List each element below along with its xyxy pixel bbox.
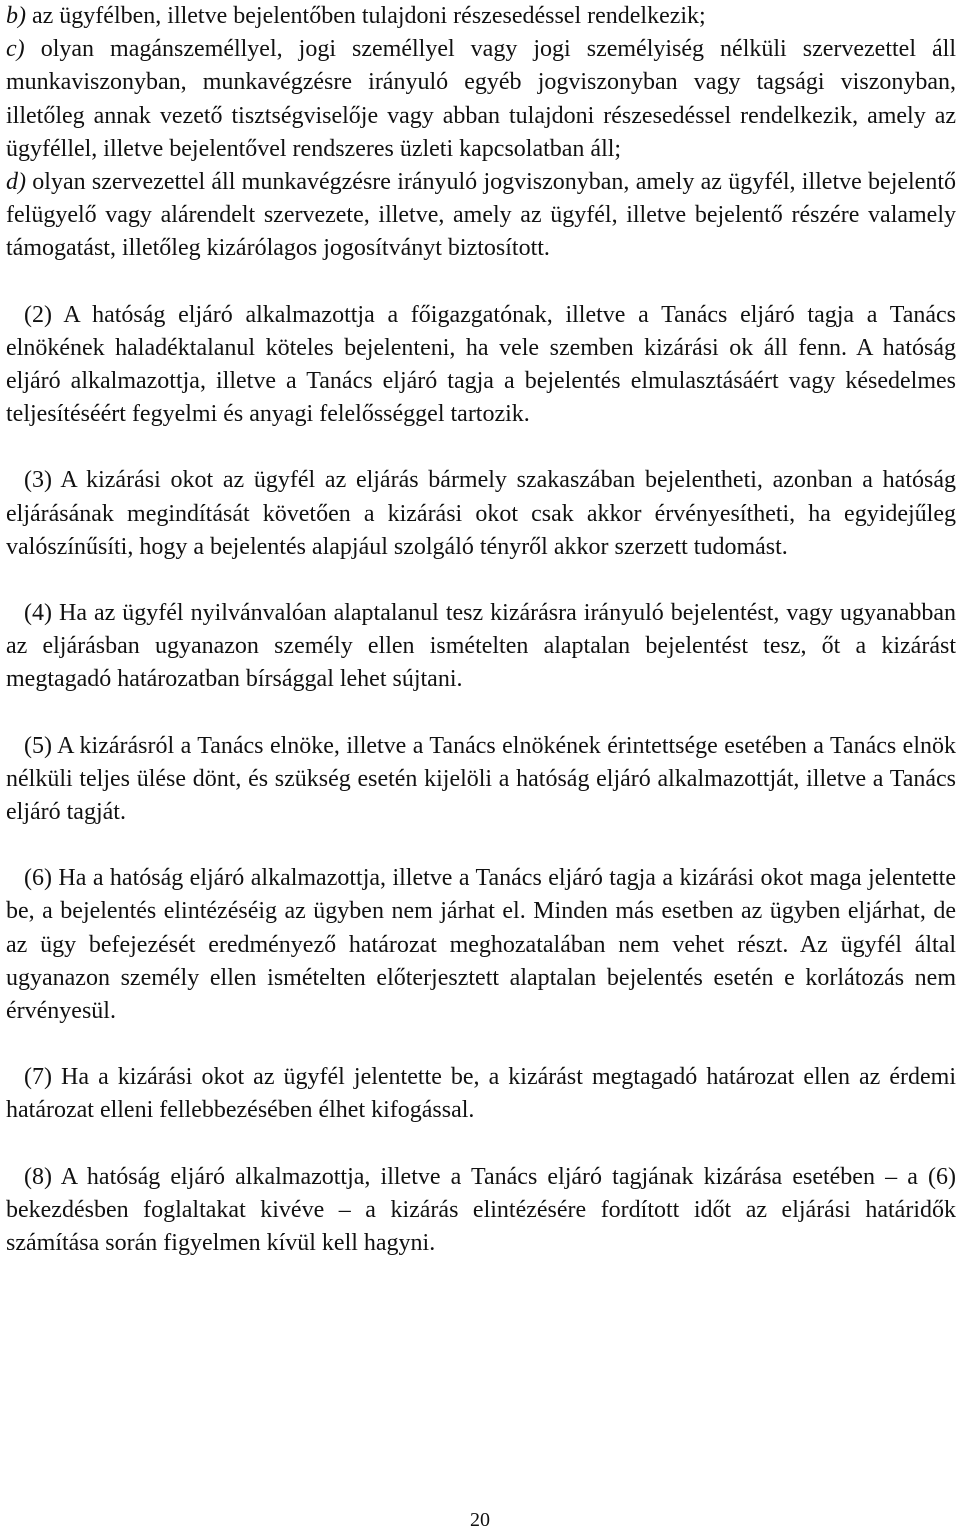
paragraph-8: (8) A hatóság eljáró alkalmazottja, illetve a Tanács eljáró tagjának kizárása esetében – a (6) bekezdésben foglaltakat kivéve – a kizárás elintézésére fordított időt az eljárási határidők számítása során figyelmen kívül kell hagyni.: [6, 1163, 956, 1257]
paragraph-6: (6) Ha a hatóság eljáró alkalmazottja, illetve a Tanács eljáró tagja a kizárási okot maga jelentette be, a bejelentés elintézéséig az ügyben nem járhat el. Minden más esetben az ügyben eljárhat, de az ügy befejezését eredményező határozat meghozatalában nem vehet részt. Az ügyfél által ugyanazon személy ellen ismételten előterjesztett alaptalan bejelentés esetén e korlátozás nem érvényesül.: [6, 865, 956, 1025]
list-item-d: [6, 166, 956, 266]
list-item-label: c): [6, 36, 25, 63]
list-item-label: d): [6, 169, 26, 196]
paragraph-3: (3) A kizárási okot az ügyfél az eljárás bármely szakaszában bejelentheti, azonban a hatóság eljárásának megindítását követően a kizárási okot csak akkor érvényesítheti, ha egyidejűleg valószínűsíti, hogy a bejelentés alapjául szolgáló tényről akkor szerzett tudomást.: [6, 467, 956, 560]
list-item-text: olyan magánszeméllyel, jogi személlyel vagy jogi személyiség nélküli szervezettel áll munkaviszonyban, munkavégzésre irányuló egyéb jogviszonyban vagy tagsági viszonyban, illetőleg annak vezető tisztségviselője vagy abban tulajdoni részesedéssel rendelkezik, amely az ügyféllel, illetve bejelentővel rendszeres üzleti kapcsolatban áll;: [6, 36, 957, 162]
list-item-c: [6, 33, 956, 166]
paragraph-7: (7) Ha a kizárási okot az ügyfél jelentette be, a kizárást megtagadó határozat ellen az érdemi határozat elleni fellebbezésében élhet kifogással.: [6, 1064, 956, 1124]
document-page: [6, 0, 956, 1260]
list-item-text: olyan szervezettel áll munkavégzésre irányuló jogviszonyban, amely az ügyfél, illetve bejelentő felügyelő vagy alárendelt szervezete, illetve, amely az ügyfél, illetve bejelentő részére valamely támogatást, illetőleg kizárólagos jogosítványt biztosított.: [6, 169, 956, 262]
list-item-text: az ügyfélben, illetve bejelentőben tulajdoni részesedéssel rendelkezik;: [32, 3, 706, 29]
list-item-b: [6, 0, 956, 33]
paragraph-5: (5) A kizárásról a Tanács elnöke, illetve a Tanács elnökének érintettsége esetében a Tanács elnök nélküli teljes ülése dönt, és szükség esetén kijelöli a hatóság eljáró alkalmazottját, illetve a Tanács eljáró tagját.: [6, 732, 956, 826]
paragraph-2: (2) A hatóság eljáró alkalmazottja a főigazgatónak, illetve a Tanács eljáró tagja a Tanács elnökének haladéktalanul köteles bejelenteni, ha vele szemben kizárási ok áll fenn. A hatóság eljáró alkalmazottja, illetve a Tanács eljáró tagja a bejelentés elmulasztásáért vagy késedelmes teljesítéséért fegyelmi és anyagi felelősséggel tartozik.: [6, 301, 956, 428]
page-number: 20: [470, 1509, 490, 1531]
paragraph-4: (4) Ha az ügyfél nyilvánvalóan alaptalanul tesz kizárásra irányuló bejelentést, vagy ugyanabban az eljárásban ugyanazon személy ellen ismételten alaptalan bejelentést tesz, őt a kizárást megtagadó határozatban bírsággal lehet sújtani.: [6, 600, 956, 693]
list-item-label: b): [6, 3, 26, 29]
